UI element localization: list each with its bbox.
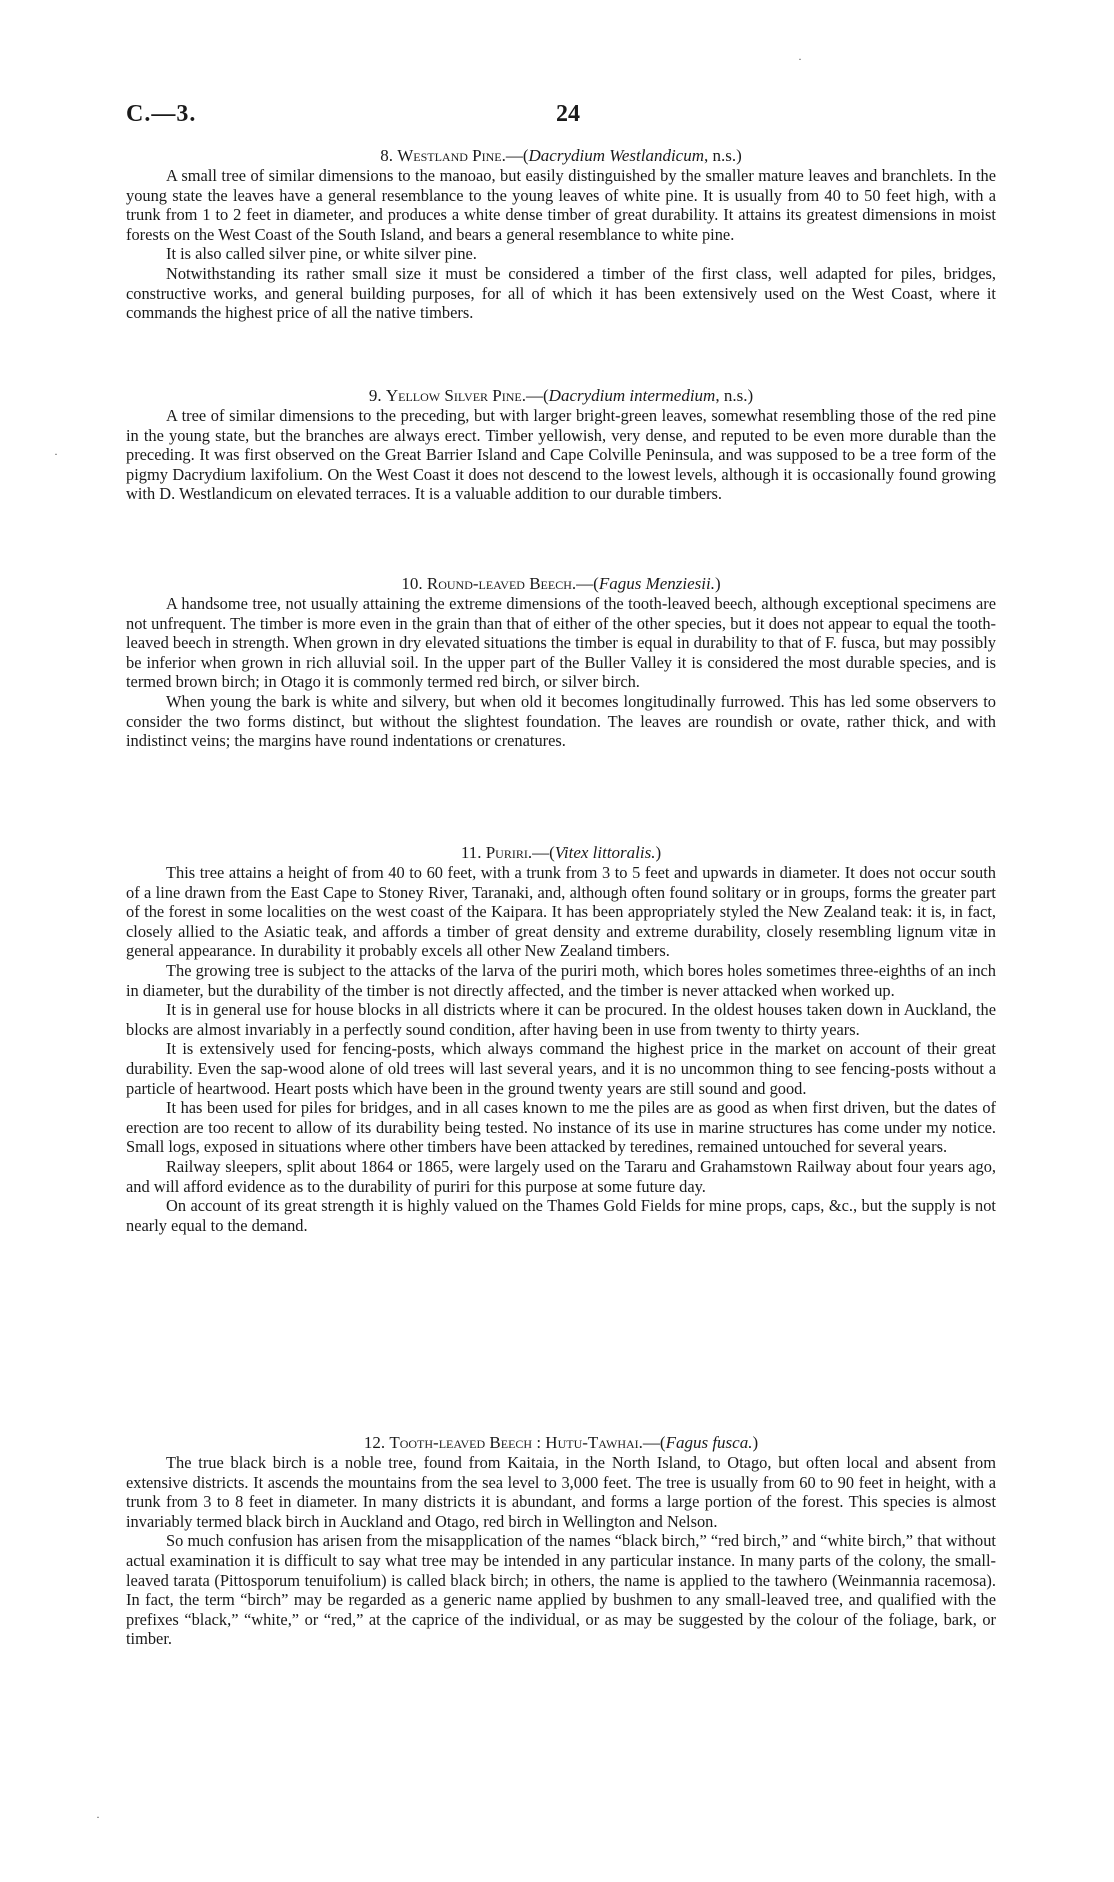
- section-heading: 8. Westland Pine.—(Dacrydium Westlandicum, n.s.): [380, 146, 742, 165]
- paragraph: Railway sleepers, split about 1864 or 1865, were largely used on the Tararu and Grahamstown Railway about four years ago, and will afford evidence as to the durability of puriri for this purpose at some future day.: [126, 1156, 996, 1196]
- paragraph: A tree of similar dimensions to the preceding, but with larger bright-green leaves, somewhat resembling those of the red pine in the young state, but the branches are always erect. Timber yellowish, very dense, and reputed to be even more durable than the preceding. It was first observed on the Great Barrier Island and Cape Colville Peninsula, and was supposed to be a tree form of the pigmy Dacrydium laxifolium. On the West Coast it does not descend to the lowest levels, although it is occasionally found growing with D. Westlandicum on elevated terraces. It is a valuable addition to our durable timbers.: [126, 406, 996, 504]
- section-yellow-silver-pine: [126, 385, 996, 504]
- scan-speck: ·: [96, 1810, 100, 1824]
- paragraph: A handsome tree, not usually attaining the extreme dimensions of the tooth-leaved beech, although exceptional specimens are not unfrequent. The timber is more even in the grain than that of either of the other species, but it does not appear to equal the tooth-leaved beech in strength. When grown in dry elevated situations the timber is equal in durability to that of F. fusca, but may possibly be inferior when grown in rich alluvial soil. In the upper part of the Buller Valley it is considered the most durable species, and is termed brown birch; in Otago it is commonly termed red birch, or silver birch.: [126, 594, 996, 692]
- paragraph: So much confusion has arisen from the misapplication of the names “black birch,” “red birch,” and “white birch,” that without actual examination it is difficult to say what tree may be intended in any particular instance. In many parts of the colony, the small-leaved tarata (Pittosporum tenuifolium) is called black birch; in others, the name is applied to the tawhero (Weinmannia racemosa). In fact, the term “birch” may be regarded as a generic name applied by bushmen to any small-leaved tree, and qualified with the prefixes “black,” “white,” or “red,” at the caprice of the individual, or as may be suggested by the colour of the foliage, bark, or timber.: [126, 1531, 996, 1649]
- paragraph: The growing tree is subject to the attacks of the larva of the puriri moth, which bores holes sometimes three-eighths of an inch in diameter, but the durability of the timber is not directly affected, and the timber is never attacked when worked up.: [126, 960, 996, 1000]
- paragraph: On account of its great strength it is highly valued on the Thames Gold Fields for mine props, caps, &c., but the supply is not nearly equal to the demand.: [126, 1196, 996, 1235]
- paragraph: It is in general use for house blocks in all districts where it can be procured. In the oldest houses taken down in Auckland, the blocks are almost invariably in a perfectly sound condition, after having been in use from twenty to thirty years.: [126, 1000, 996, 1039]
- paragraph: This tree attains a height of from 40 to 60 feet, with a trunk from 3 to 5 feet and upwards in diameter. It does not occur south of a line drawn from the East Cape to Stoney River, Taranaki, and, although often found solitary or in groups, forms the greater part of the forest in some localities on the west coast of the Kaipara. It has been appropriately styled the New Zealand teak: it is, in fact, closely allied to the Asiatic teak, and affords a timber of great density and extreme durability, closely resembling lignum vitæ in general appearance. In durability it probably excels all other New Zealand timbers.: [126, 863, 996, 961]
- section-heading: 9. Yellow Silver Pine.—(Dacrydium intermedium, n.s.): [368, 386, 754, 405]
- section-heading: 12. Tooth-leaved Beech : Hutu-Tawhai.—(Fagus fusca.): [363, 1433, 759, 1452]
- paragraph: When young the bark is white and silvery, but when old it becomes longitudinally furrowed. This has led some observers to consider the two forms distinct, but without the slightest foundation. The leaves are roundish or ovate, rather thick, and with indistinct veins; the margins have round indentations or crenatures.: [126, 691, 996, 751]
- paragraph: A small tree of similar dimensions to the manoao, but easily distinguished by the smaller mature leaves and branchlets. In the young state the leaves have a general resemblance to the young leaves of white pine. It is usually from 40 to 50 feet high, with a trunk from 1 to 2 feet in diameter, and produces a white dense timber of great durability. It attains its greatest dimensions in moist forests on the West Coast of the South Island, and bears a general resemblance to white pine.: [126, 166, 996, 244]
- section-westland-pine: [126, 145, 996, 323]
- section-heading: 11. Puriri.—(Vitex littoralis.): [460, 843, 662, 862]
- section-tooth-leaved-beech: [126, 1432, 996, 1649]
- section-heading: 10. Round-leaved Beech.—(Fagus Menziesii.): [401, 574, 721, 593]
- paragraph: The true black birch is a noble tree, found from Kaitaia, in the North Island, to Otago, but often local and absent from extensive districts. It ascends the mountains from the sea level to 3,000 feet. The tree is usually from 60 to 90 feet in height, with a trunk from 3 to 8 feet in diameter. In many districts it is abundant, and forms a large portion of the forest. This species is almost invariably termed black birch in Auckland and Otago, red birch in Wellington and Nelson.: [126, 1453, 996, 1531]
- paragraph: It is extensively used for fencing-posts, which always command the highest price in the market on account of their great durability. Even the sap-wood alone of old trees will last several years, and it is no uncommon thing to see fencing-posts without a particle of heartwood. Heart posts which have been in the ground twenty years are still sound and good.: [126, 1039, 996, 1098]
- section-puriri: [126, 842, 996, 1235]
- scan-speck: ·: [798, 52, 802, 66]
- paragraph: Notwithstanding its rather small size it must be considered a timber of the first class, well adapted for piles, bridges, constructive works, and general building purposes, for all of which it has been extensively used on the West Coast, where it commands the highest price of all the native timbers.: [126, 263, 996, 323]
- paper-reference: C.—3.: [126, 101, 197, 127]
- paragraph: It is also called silver pine, or white silver pine.: [166, 244, 477, 264]
- scan-speck: ·: [54, 447, 58, 461]
- page-number: 24: [556, 101, 580, 127]
- section-round-leaved-beech: [126, 573, 996, 751]
- paragraph: It has been used for piles for bridges, and in all cases known to me the piles are as good as when first driven, but the dates of erection are too recent to allow of its durability being tested. No instance of its use in marine structures has come under my notice. Small logs, exposed in situations where other timbers have been attacked by teredines, remained untouched for several years.: [126, 1098, 996, 1157]
